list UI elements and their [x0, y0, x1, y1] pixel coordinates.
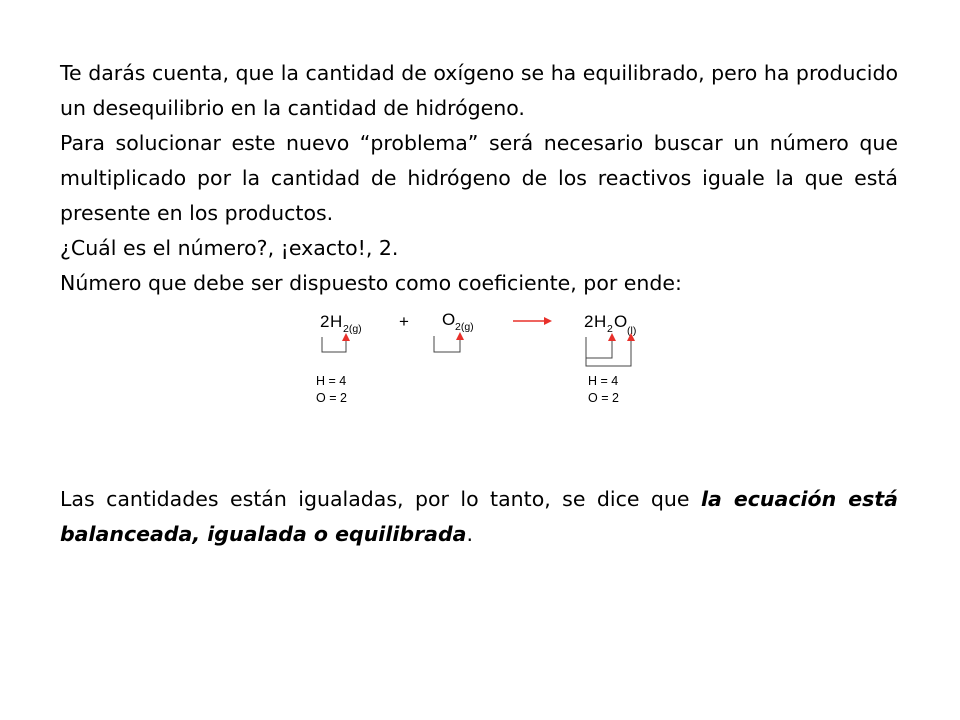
product-o-symbol: O: [614, 312, 628, 331]
product-coefficient: 2: [584, 312, 594, 331]
product-o-count: O = 2: [588, 391, 619, 405]
product-h-bracket-arrow: [586, 337, 612, 358]
reactant-h2-symbol: H: [330, 312, 343, 331]
reactant-h2-coefficient: 2: [320, 312, 330, 331]
reactant-o-count: O = 2: [316, 391, 347, 405]
reactant-o2-subscript: 2(g): [455, 321, 474, 333]
conclusion-text-end: .: [466, 522, 474, 546]
paragraph-coefficient: Número que debe ser dispuesto como coeficiente, por ende:: [60, 271, 682, 295]
reaction-arrow: [513, 317, 552, 325]
reactant-h2-subscript: 2(g): [343, 323, 362, 335]
product-h-symbol: H: [594, 312, 607, 331]
reactant-o2-symbol: O: [442, 310, 456, 329]
paragraph-conclusion: [60, 482, 898, 552]
reactant-h2-bracket-arrow: [322, 337, 346, 352]
balanced-equation-diagram: [300, 300, 660, 420]
product-h-count: H = 4: [588, 374, 619, 388]
reactant-o2-bracket-arrow: [434, 336, 460, 352]
product-h-subscript: 2: [607, 323, 613, 335]
plus-sign: +: [399, 312, 409, 331]
conclusion-emphasis: la ecuación está balanceada, igualada o equilibrada: [60, 487, 899, 546]
product-o-subscript: (l): [627, 325, 637, 337]
paragraph-question-number: ¿Cuál es el número?, ¡exacto!, 2.: [60, 236, 399, 260]
reactant-h-count: H = 4: [316, 374, 347, 388]
paragraph-oxygen-balanced: Te darás cuenta, que la cantidad de oxígeno se ha equilibrado, pero ha producido un desequilibrio en la cantidad de hidrógeno.: [60, 61, 898, 120]
conclusion-text-start: Las cantidades están igualadas, por lo tanto, se dice que: [60, 487, 701, 511]
product-o-bracket-arrow: [586, 337, 631, 366]
paragraph-hydrogen-problem: Para solucionar este nuevo “problema” será necesario buscar un número que multiplicado por la cantidad de hidrógeno de los reactivos iguale la que está presente en los productos.: [60, 131, 898, 225]
